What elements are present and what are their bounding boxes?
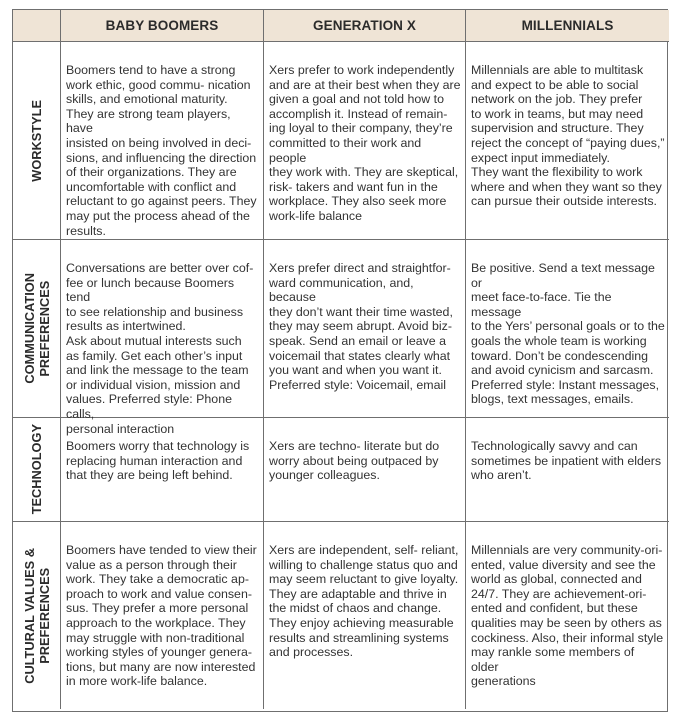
column-header-generation-x: GENERATION X — [264, 10, 466, 42]
generations-table — [12, 9, 668, 712]
column-header-baby-boomers: BABY BOOMERS — [61, 10, 264, 42]
table-cell-cultural-millennials: Millennials are very community-ori- ented, value diversity and see the world as global, connected and 24/7. They are achievement-ori- ented and confident, but these qualities may be seen by others as cockiness. Also, their informal style may rankle some members of older generations — [471, 543, 664, 689]
table-cell-communication-genx: Xers prefer direct and straightfor- ward communication, and, because they don’t want their time wasted, they may seem abrupt. Avoid biz- speak. Send an email or leave a voicemail that states clearly what you want and when you want it. Preferred style: Voicemail, email — [264, 240, 466, 418]
table-cell-technology-millennials: Technologically savvy and can sometimes be inpatient with elders who aren’t. — [466, 418, 669, 522]
row-header-technology-label: TECHNOLOGY — [29, 424, 44, 515]
column-header-millennials: MILLENNIALS — [466, 10, 669, 42]
table-cell-cultural-boomers: Boomers have tended to view their value as a person through their work. They take a democratic ap- proach to work and value consen- sus. They prefer a more personal approach to the workplace. They may struggle with non-traditional working styles of younger genera- tions, but many are now interested in more work-life balance. — [61, 522, 264, 709]
table-cell-cultural-genx: Xers are independent, self- reliant, willing to challenge status quo and may seem reluctant to give loyalty. They are adaptable and thrive in the midst of chaos and change. They enjoy achieving measurable results and streamlining systems and processes. — [264, 522, 466, 709]
table-cell-workstyle-boomers: Boomers tend to have a strong work ethic, good commu- nication skills, and emotional maturity. They are strong team players, have insisted on being involved in deci- sions, and influencing the direction of their organizations. They are uncomfortable with conflict and reluctant to go against peers. They may put the process ahead of the results. — [61, 42, 264, 240]
row-header-workstyle — [13, 42, 61, 240]
table-cell-technology-boomers: Boomers worry that technology is replacing human interaction and that they are being left behind. — [61, 418, 264, 522]
row-header-technology — [13, 418, 61, 522]
row-header-cultural-values-label: CULTURAL VALUES & PREFERENCES — [21, 547, 52, 684]
row-header-communication-label: COMMUNICATION PREFERENCES — [21, 273, 52, 384]
table-corner-cell — [13, 10, 61, 42]
table-cell-communication-boomers: Conversations are better over cof- fee or lunch because Boomers tend to see relationship and business results as intertwined. Ask about mutual interests such as family. Get each other’s input and link the message to the team or individual vision, mission and values. Preferred style: Phone calls, personal interaction — [61, 240, 264, 418]
table-cell-workstyle-genx: Xers prefer to work independently and are at their best when they are given a goal and not told how to accomplish it. Instead of remain- ing loyal to their company, they’re committed to their work and people they work with. They are skeptical, risk- takers and want fun in the workplace. They also seek more work-life balance — [264, 42, 466, 240]
row-header-workstyle-label: WORKSTYLE — [29, 99, 44, 182]
table-cell-workstyle-millennials: Millennials are able to multitask and expect to be able to social network on the job. They prefer to work in teams, but may need supervision and structure. They reject the concept of “paying dues,” expect input immediately. They want the flexibility to work where and when they want so they can pursue their outside interests. — [466, 42, 669, 240]
table-cell-communication-millennials: Be positive. Send a text message or meet face-to-face. Tie the message to the Yers’ personal goals or to the goals the whole team is working toward. Don’t be condescending and avoid cynicism and sarcasm. Preferred style: Instant messages, blogs, text messages, emails. — [466, 240, 669, 418]
row-header-cultural-values — [13, 522, 61, 709]
row-header-communication-preferences — [13, 240, 61, 418]
table-cell-technology-genx: Xers are techno- literate but do worry about being outpaced by younger colleagues. — [264, 418, 466, 522]
